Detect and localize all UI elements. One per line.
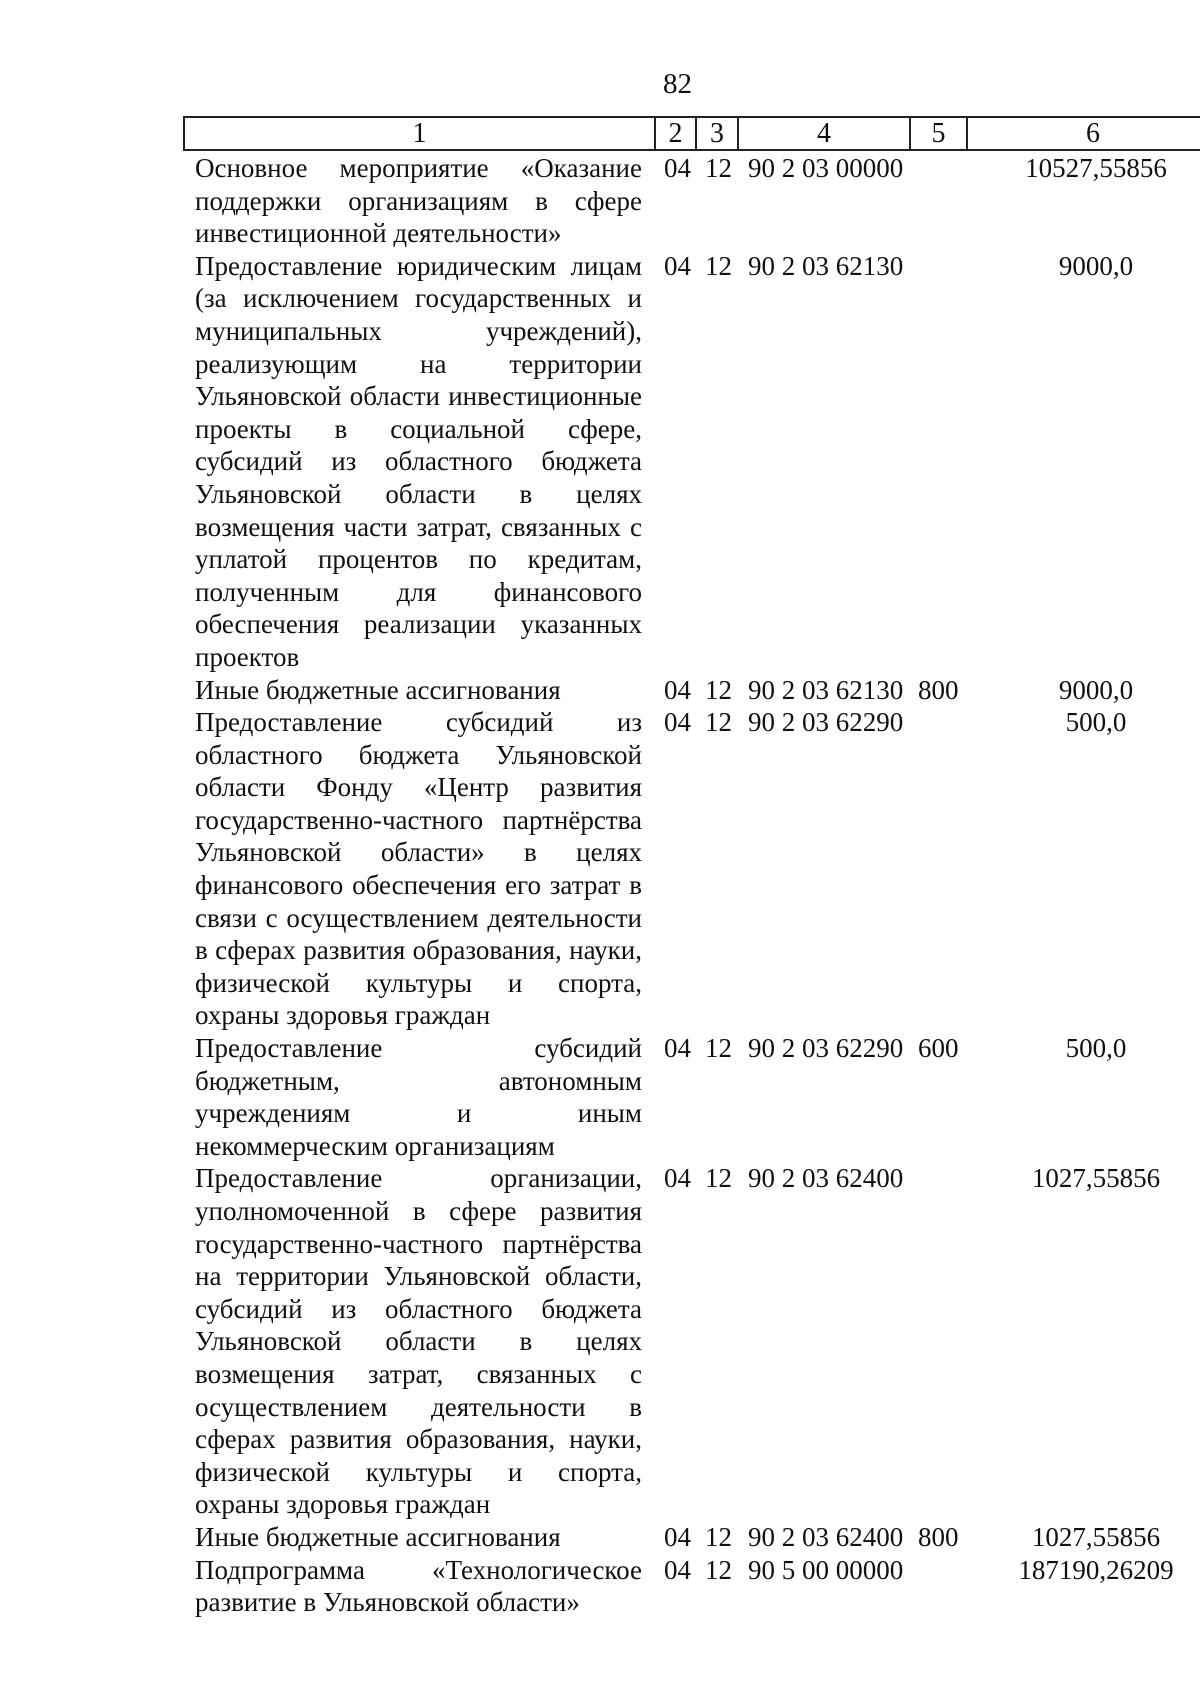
table-row: [0, 674, 1200, 707]
column-header-6: 6: [967, 117, 1200, 150]
row-target-article: 90 5 00 00000: [748, 1554, 904, 1585]
column-header-1: 1: [184, 117, 655, 150]
row-section-code: 04: [664, 1033, 691, 1064]
row-expense-type: 800: [918, 674, 959, 705]
row-target-article: 90 2 03 62290: [748, 707, 904, 738]
row-amount: 9000,0: [1058, 674, 1134, 705]
row-section-code: 04: [664, 1521, 691, 1552]
row-subsection-code: 12: [705, 1163, 732, 1194]
table-row: [0, 1554, 1200, 1619]
row-description: Подпрограмма «Технологическое развитие в Ульяновской области»: [195, 1554, 642, 1618]
row-amount: 9000,0: [1058, 250, 1134, 281]
row-target-article: 90 2 03 62130: [748, 250, 904, 281]
row-section-code: 04: [664, 1163, 691, 1194]
row-description: Предоставление субсидий из областного бюджета Ульяновской области Фонду «Центр развития государственно-частного партнёрства Ульяновской области» в целях финансового обеспечения его затрат в связи с осуществлением деятельности в сферах развития образования, науки, физической культуры и спорта, охраны здоровья граждан: [195, 707, 642, 1031]
row-target-article: 90 2 03 62400: [748, 1521, 904, 1552]
row-amount: 187190,26209: [1018, 1554, 1174, 1585]
row-section-code: 04: [664, 707, 691, 738]
row-expense-type: 800: [918, 1521, 959, 1552]
column-header-5: 5: [910, 117, 967, 150]
row-subsection-code: 12: [705, 1521, 732, 1552]
row-target-article: 90 2 03 00000: [748, 153, 904, 183]
row-subsection-code: 12: [705, 250, 732, 281]
row-amount: 500,0: [1065, 707, 1127, 738]
column-header-3: 3: [696, 117, 738, 150]
table-row: [0, 1521, 1200, 1554]
row-amount: 1027,55856: [1031, 1163, 1161, 1194]
table-row: [0, 706, 1200, 1032]
budget-rows: [0, 152, 1200, 1619]
row-description: Предоставление организации, уполномоченной в сфере развития государственно-частного партнёрства на территории Ульяновской области, субсидий из областного бюджета Ульяновской области в целях возмещения затрат, связанных с осуществлением деятельности в сферах развития образования, науки, физической культуры и спорта, охраны здоровья граждан: [195, 1163, 642, 1520]
row-subsection-code: 12: [705, 153, 732, 183]
row-amount: 500,0: [1065, 1033, 1127, 1064]
row-section-code: 04: [664, 1554, 691, 1585]
row-amount: 10527,55856: [1025, 153, 1167, 183]
column-header-4: 4: [738, 117, 910, 150]
row-description: Иные бюджетные ассигнования: [195, 1521, 561, 1552]
row-section-code: 04: [664, 153, 691, 183]
row-subsection-code: 12: [705, 674, 732, 705]
table-row: [0, 1162, 1200, 1521]
row-expense-type: 600: [918, 1033, 959, 1064]
table-row: [0, 1032, 1200, 1162]
row-amount: 1027,55856: [1031, 1521, 1161, 1552]
row-section-code: 04: [664, 674, 691, 705]
row-subsection-code: 12: [705, 1554, 732, 1585]
row-description: Предоставление юридическим лицам (за исключением государственных и муниципальных учреждений), реализующим на территории Ульяновской области инвестиционные проекты в социальной сфере, субсидий из областного бюджета Ульяновской области в целях возмещения части затрат, связанных с уплатой процентов по кредитам, полученным для финансового обеспечения реализации указанных проектов: [195, 250, 642, 672]
row-target-article: 90 2 03 62290: [748, 1033, 904, 1064]
row-target-article: 90 2 03 62130: [748, 674, 904, 705]
row-description: Основное мероприятие «Оказание поддержки организациям в сфере инвестиционной деятельности»: [195, 153, 642, 249]
column-header-2: 2: [655, 117, 696, 150]
row-subsection-code: 12: [705, 1033, 732, 1064]
row-description: Предоставление субсидий бюджетным, автономным учреждениям и иным некоммерческим организациям: [195, 1033, 642, 1161]
table-row: [0, 152, 1200, 250]
column-header-row: [184, 117, 1200, 150]
row-target-article: 90 2 03 62400: [748, 1163, 904, 1194]
page-number: 82: [663, 68, 692, 100]
table-row: [0, 250, 1200, 674]
row-description: Иные бюджетные ассигнования: [195, 674, 561, 705]
row-subsection-code: 12: [705, 707, 732, 738]
row-section-code: 04: [664, 250, 691, 281]
column-header-table: [183, 116, 1200, 151]
